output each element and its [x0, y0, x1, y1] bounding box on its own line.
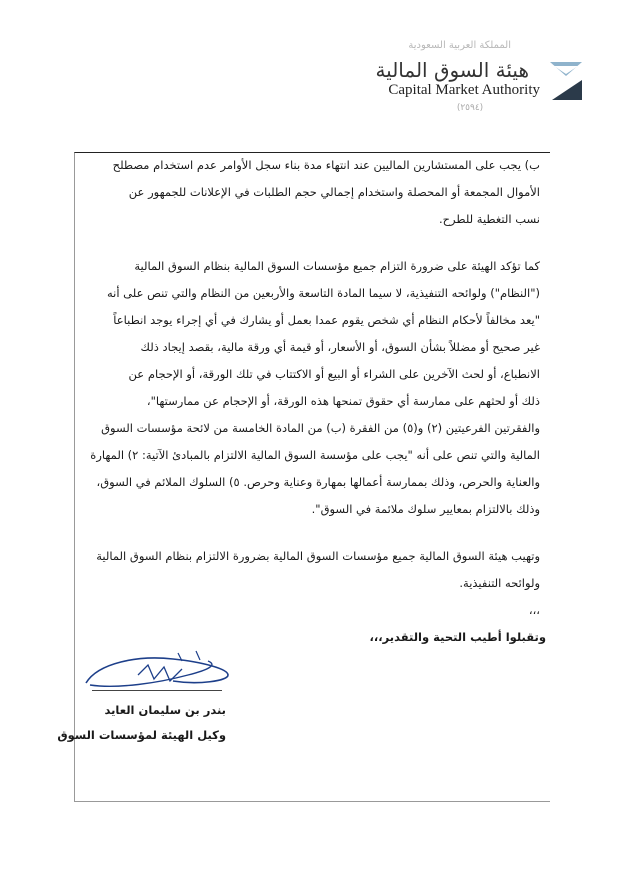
closing-greeting: وتقبلوا أطيب التحية والتقدير،،، [369, 630, 546, 644]
text-line: ذلك أو لحثهم على ممارسة أي حقوق تمنحها هذه الورقة، أو الإحجام عن ممارستها"، [146, 394, 540, 408]
text-line: الأموال المجمعة أو المحصلة واستخدام إجمالي حجم الطلبات في الإعلانات للجمهور عن [128, 185, 540, 199]
signer-title: وكيل الهيئة لمؤسسات السوق [57, 728, 226, 742]
paragraph-3 [70, 543, 540, 624]
letter-body [70, 152, 540, 644]
org-name-arabic: هيئة السوق المالية [375, 58, 529, 82]
text-line: كما تؤكد الهيئة على ضرورة التزام جميع مؤسسات السوق المالية بنظام السوق المالية [134, 259, 540, 273]
letterhead [0, 0, 621, 130]
signature-line [92, 690, 222, 691]
paragraph-1 [70, 152, 540, 233]
paragraph-2 [70, 253, 540, 523]
registration-mark: (٢٥٩٤) [456, 103, 484, 113]
text-line: "يعد مخالفاً لأحكام النظام أي شخص يقوم عمدا بعمل أو يشارك في أي إجراء يوجد انطباعاً [113, 313, 540, 327]
text-line: وذلك بالالتزام بمعايير سلوك ملائمة في السوق". [311, 502, 540, 516]
cma-logo-icon [548, 60, 584, 102]
text-line: الانطباع، أو لحث الآخرين على الشراء أو البيع أو الاكتتاب في تلك الورقة، أو الإحجام عن [128, 367, 540, 381]
handwritten-signature [78, 645, 238, 705]
text-line: ،،، [528, 603, 540, 617]
text-line: ("النظام") ولوائحه التنفيذية، لا سيما المادة التاسعة والأربعين من النظام والتي تنص على أنه [106, 286, 540, 300]
org-name-english: Capital Market Authority [388, 82, 540, 98]
text-line: والعناية والحرص، وذلك بممارسة أعمالها بمهارة وعناية وحرص. ٥) السلوك الملائم في السوق، [96, 475, 540, 489]
text-line: والفقرتين الفرعيتين (٢) و(٥) من الفقرة (ب) من المادة الخامسة من لائحة مؤسسات السوق [101, 421, 540, 435]
text-line: نسب التغطية للطرح. [438, 212, 540, 226]
text-line: وتهيب هيئة السوق المالية جميع مؤسسات السوق المالية بضرورة الالتزام بنظام السوق المالية [96, 549, 540, 563]
text-line: غير صحيح أو مضللاً بشأن السوق، أو الأسعار، أو قيمة أي ورقة مالية، بقصد إيجاد ذلك [140, 340, 540, 354]
text-line: ب) يجب على المستشارين الماليين عند انتهاء مدة بناء سجل الأوامر عدم استخدام مصطلح [112, 158, 540, 172]
text-line: المالية والتي تنص على أنه "يجب على مؤسسة السوق المالية الالتزام بالمبادئ الآتية: ٢) المهارة [90, 448, 540, 462]
signer-name: بندر بن سليمان العايد [104, 703, 226, 717]
text-line: ولوائحه التنفيذية. [459, 576, 540, 590]
kingdom-name: المملكة العربية السعودية [408, 40, 511, 51]
